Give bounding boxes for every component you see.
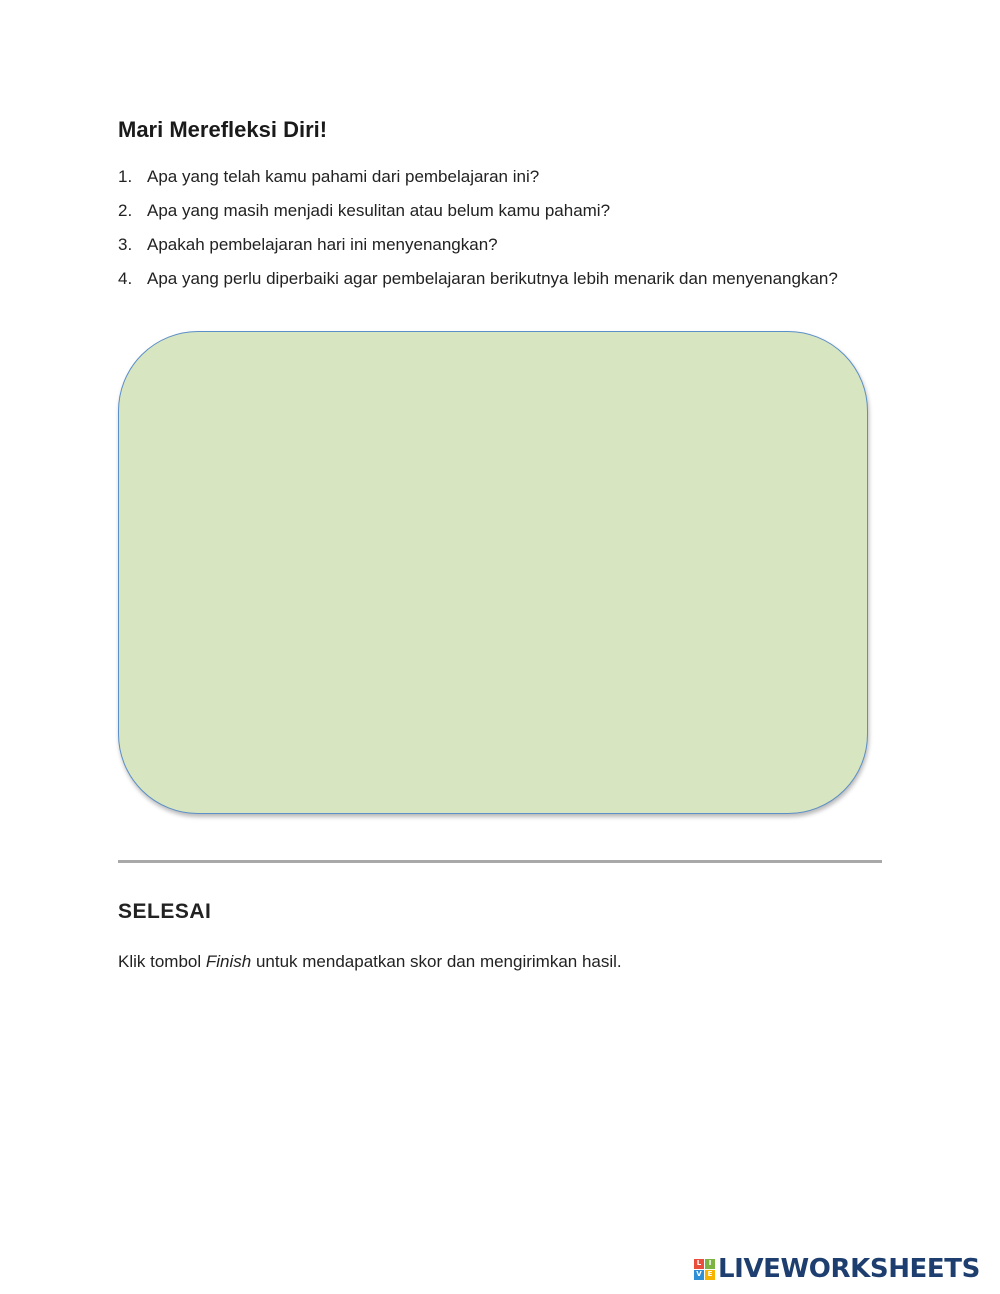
page-title: Mari Merefleksi Diri! (118, 117, 328, 142)
reflection-answer-input[interactable] (119, 332, 867, 813)
question-text: Apa yang telah kamu pahami dari pembelajaran ini? (147, 167, 540, 186)
finish-section-title: SELESAI (118, 900, 212, 923)
brand-name: LIVEWORKSHEETS (718, 1254, 980, 1284)
logo-letter-e: E (705, 1270, 715, 1280)
logo-letter-v: V (694, 1270, 704, 1280)
logo-letter-i: I (705, 1259, 715, 1269)
question-item (118, 262, 918, 296)
question-text: Apa yang perlu diperbaiki agar pembelajaran berikutnya lebih menarik dan menyenangkan? (147, 269, 838, 288)
instruction-text-start: Klik tombol (118, 952, 206, 971)
logo-letter-l: L (694, 1259, 704, 1269)
liveworksheets-logo (694, 1253, 980, 1285)
section-divider (118, 860, 882, 863)
question-number: 1. (118, 167, 133, 186)
question-number: 3. (118, 235, 133, 254)
question-text: Apakah pembelajaran hari ini menyenangkan? (147, 235, 498, 254)
finish-instruction (118, 952, 622, 972)
finish-keyword: Finish (205, 952, 252, 971)
question-item (118, 194, 918, 228)
question-number: 2. (118, 201, 133, 220)
liveworksheets-logo-icon (694, 1259, 715, 1280)
reflection-question-list (118, 160, 918, 296)
instruction-text-end: untuk mendapatkan skor dan mengirimkan hasil. (251, 952, 622, 971)
question-number: 4. (118, 269, 133, 288)
question-item (118, 160, 918, 194)
question-item (118, 228, 918, 262)
question-text: Apa yang masih menjadi kesulitan atau belum kamu pahami? (147, 201, 611, 220)
reflection-answer-box (118, 331, 868, 814)
